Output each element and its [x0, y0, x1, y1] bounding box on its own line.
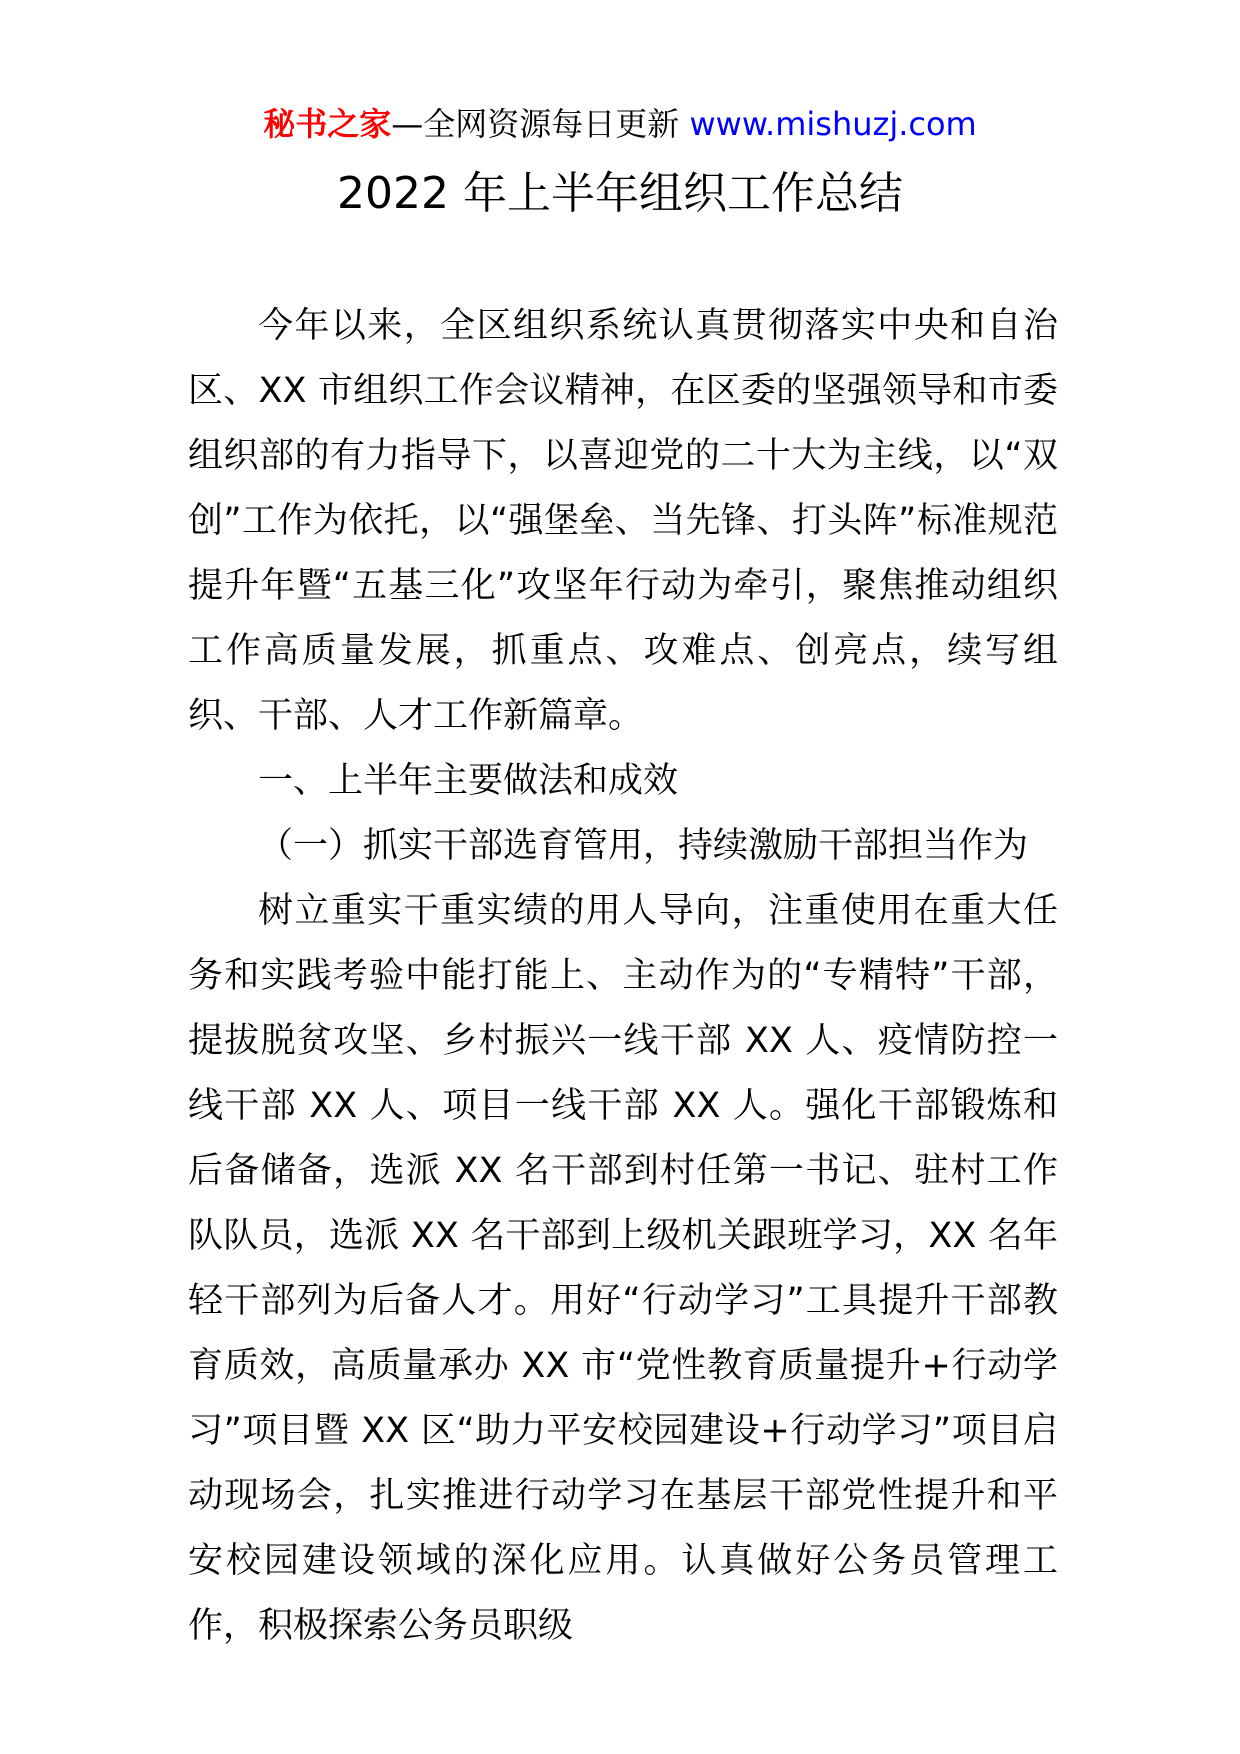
- body-paragraph: 树立重实干重实绩的用人导向，注重使用在重大任务和实践考验中能打能上、主动作为的“专精特”干部，提拔脱贫攻坚、乡村振兴一线干部 XX 人、疫情防控一线干部 XX 人、项目一线干部 XX 人。强化干部锻炼和后备储备，选派 XX 名干部到村任第一书记、驻村工作队队员，选派 XX 名干部到上级机关跟班学习，XX 名年轻干部列为后备人才。用好“行动学习”工具提升干部教育质效，高质量承办 XX 市“党性教育质量提升+行动学习”项目暨 XX 区“助力平安校园建设+行动学习”项目启动现场会，扎实推进行动学习在基层干部党性提升和平安校园建设领域的深化应用。认真做好公务员管理工作，积极探索公务员职级: [188, 891, 1058, 1646]
- site-header: [0, 104, 1240, 144]
- intro-paragraph: 今年以来，全区组织系统认真贯彻落实中央和自治区、XX 市组织工作会议精神，在区委的坚强领导和市委组织部的有力指导下，以喜迎党的二十大为主线，以“双创”工作为依托，以“强堡垒、当先锋、打头阵”标准规范提升年暨“五基三化”攻坚年行动为牵引，聚焦推动组织工作高质量发展，抓重点、攻难点、创亮点，续写组织、干部、人才工作新篇章。: [188, 306, 1058, 736]
- header-slogan: —全网资源每日更新: [391, 105, 680, 143]
- site-url-link[interactable]: www.mishuzj.com: [689, 105, 977, 143]
- section-heading: 一、上半年主要做法和成效: [258, 761, 679, 801]
- document-body: [188, 294, 1058, 1659]
- subsection-heading: （一）抓实干部选育管用，持续激励干部担当作为: [258, 826, 1029, 866]
- document-title: 2022 年上半年组织工作总结: [337, 168, 903, 219]
- brand-name: 秘书之家: [263, 105, 392, 143]
